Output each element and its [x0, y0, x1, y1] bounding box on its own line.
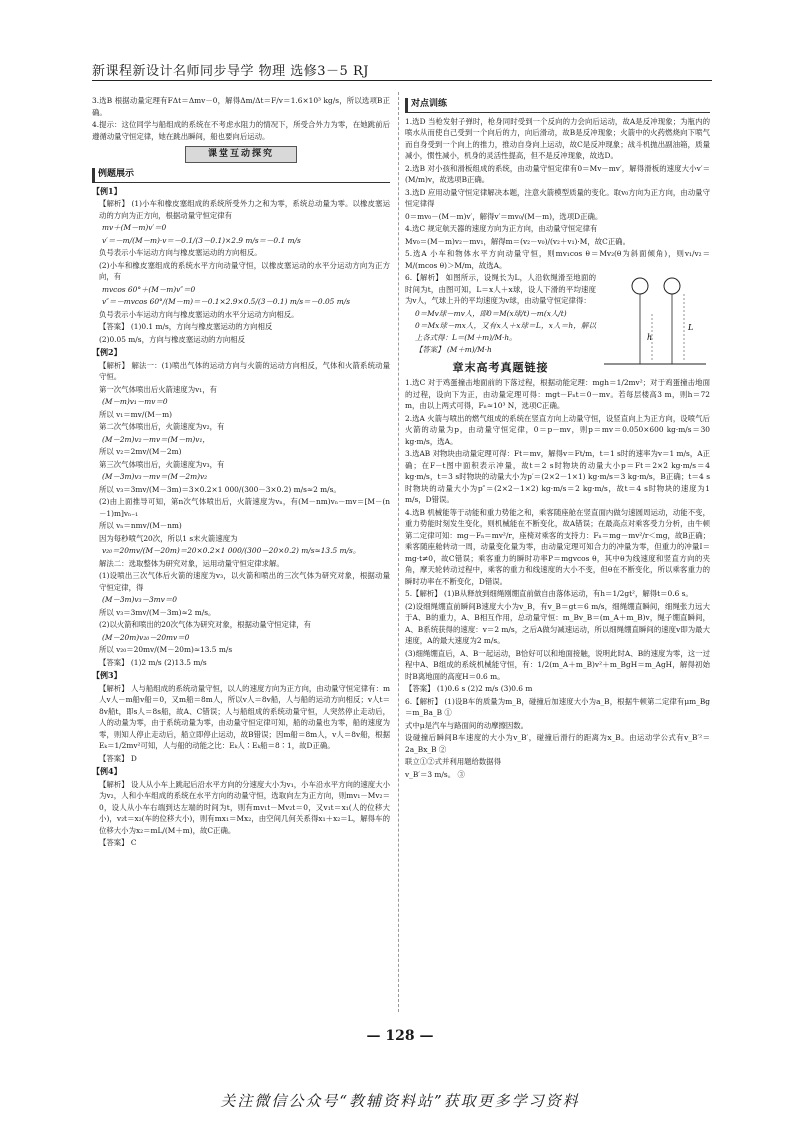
example-line: 所以 v₂＝2mv/(M－2m) [99, 447, 182, 456]
example-line: (2)0.05 m/s，方向与橡皮塞运动的方向相反 [99, 334, 246, 344]
example-tag: 【例4】 [92, 766, 122, 776]
exam-item: 2.选A 火箭与喷出的燃气组成的系统在竖直方向上动量守恒，设竖直向上为正方向，设喷气后火箭的动量为p，由动量守恒定律，0＝p－mv，则p＝mv＝0.050×600 kg·m/s＝30 kg·m/s，选A。 [405, 413, 710, 446]
example-line: 所以 v₂₀＝20mv/(M－20m)≈13.5 m/s [99, 645, 233, 654]
practice-item: 0＝Mv球－mv人，即0＝M(x球/t)－m(x人/t) [415, 308, 567, 318]
example-line: mv＋(M－m)v′＝0 [102, 223, 167, 232]
running-header: 新课程新设计名师同步导学 物理 选修3－5 RJ [92, 64, 369, 79]
practice-item: 5.选A 小车和物体水平方向动量守恒，则mv₁cos θ＝Mv₂(θ为斜面倾角)，则v₁/v₂＝M/(mcos θ)＞M/m，故选A。 [405, 249, 710, 270]
exam-item: 联立①②式并利用题给数据得 [405, 757, 502, 766]
exam-item: 4.选B 机械能等于动能和重力势能之和，乘客随座舱在竖直面内做匀速圆周运动，动能不变，重力势能时刻发生变化，则机械能在不断变化，故A错误；在最高点对乘客受力分析，由牛顿第二定律可知：mg－Fₙ＝mv²/r，座椅对乘客的支持力：Fₙ＝mg－mv²/r＜mg，故B正确；乘客随座舱转动一周，动量变化量为零，由动量定理可知合力的冲量为零，但重力的冲量I＝mg·t≠0，故C错误；乘客重力的瞬时功率P＝mgvcos θ，其中θ为线速度和竖直方向的夹角，摩天轮转动过程中，乘客的重力和线速度的大小不变，但θ在不断变化，所以乘客重力的瞬时功率在不断变化，D错误。 [405, 507, 710, 586]
example-line: (M－20m)v₂₀－20mv＝0 [102, 632, 190, 642]
exam-item: 式中μ是汽车与路面间的动摩擦因数。 [405, 720, 529, 730]
header-rule [92, 80, 712, 81]
example-line: 【解析】 解法一：(1)喷出气体的运动方向与火箭的运动方向相反，气体和火箭系统动量守恒。 [99, 360, 390, 381]
rope-balloon-figure [600, 274, 710, 370]
example-line: 【解析】 (1)小车和橡皮塞组成的系统所受外力之和为零，系统总动量为零。以橡皮塞运动的方向为正方向，根据动量守恒定律有 [99, 199, 390, 220]
example-line: v″＝－mvcos 60°/(M－m)＝－0.1×2.9×0.5/(3－0.1) m/s＝－0.05 m/s [102, 297, 351, 306]
label-L: L [688, 323, 694, 332]
right-column [405, 95, 710, 1015]
example-line: 负号表示小车运动方向与橡皮塞运动的水平分运动方向相反。 [99, 309, 299, 319]
example-line: 【答案】 (1)0.1 m/s，方向与橡皮塞运动的方向相反 [99, 322, 273, 331]
example-line: 所以 v₃＝3mv/(M－3m)＝3×0.2×1 000/(300－3×0.2) m/s≈2 m/s。 [99, 484, 341, 494]
practice-item: 4.选C 规定航天器的速度方向为正方向，由动量守恒定律有 [405, 224, 598, 233]
example-line: 【答案】 C [99, 838, 137, 847]
chapter-title: 章末高考真题链接 [452, 360, 549, 374]
left-top-items [92, 95, 390, 142]
example-line: v′＝－m/(M－m)·v＝－0.1/(3－0.1)×2.9 m/s＝－0.1 m/s [102, 235, 301, 245]
example-line: 【解析】 设人从小车上跳起后沿水平方向的分速度大小为v₁，小车沿水平方向的速度大小为v₂，人和小车组成的系统在水平方向的动量守恒，选取向左为正方向，则mv₁－Mv₂＝0，设人从小车右端到达左端的时间为t，则有mv₁t－Mv₂t＝0，又v₁t＝x₁(人的位移大小)，v₂t＝x₂(车的位移大小)，则有mx₁＝Mx₂，由空间几何关系得x₁＋x₂＝L，解得车的位移大小为x₂＝mL/(M＋m)，故C正确。 [99, 779, 390, 835]
example-line: (1)设喷出三次气体后火箭的速度为v₃，以火箭和喷出的三次气体为研究对象，根据动量守恒定律，得 [99, 571, 390, 592]
exam-item: 1.选C 对于鸡蛋撞击地面前的下落过程，根据动能定理：mgh＝1/2mv²；对于鸡蛋撞击地面的过程，设向下为正，由动量定理可得：mgt－Fₙt＝0－mv。若每层楼高3 m，则h＝72 m，由以上两式可得，Fₙ≈10³ N，选项C正确。 [405, 378, 710, 410]
answer-item: 4.提示：这位同学与船组成的系统在不考虑水阻力的情况下，所受合外力为零，在她跳前后遵循动量守恒定律，她在跳出瞬间，船也要向后运动。 [92, 120, 390, 141]
exam-item: (3)细绳绷直后，A、B一起运动，B恰好可以和地面接触，说明此时A、B的速度为零，这一过程中A、B组成的系统机械能守恒，有：1/2(m_A＋m_B)v²＋m_BgH＝m_AgH，解得初始时B离地面的高度H＝0.6 m。 [405, 648, 710, 681]
example-tag: 【例2】 [92, 347, 122, 357]
exam-item: (2)设细绳绷直前瞬间B速度大小为v_B，有v_B＝gt＝6 m/s，细绳绷直瞬间，细绳张力远大于A、B的重力，A、B相互作用，总动量守恒：m_Bv_B＝(m_A＋m_B)v，绳子绷直瞬间，A、B系统获得的速度：v＝2 m/s，之后A做匀减速运动，所以细绳绷直瞬间的速度v即为最大速度，A的最大速度为2 m/s。 [405, 601, 710, 645]
left-column [92, 95, 390, 1015]
example-line: (2)小车和橡皮塞组成的系统水平方向动量守恒，以橡皮塞运动的水平分运动方向为正方向，有 [99, 260, 390, 281]
example-line: 第三次气体喷出后，火箭速度为v₃，有 [99, 459, 225, 469]
label-h: h [647, 333, 653, 342]
footer-note: 关注微信公众号“教辅资料站”获取更多学习资料 [220, 1092, 580, 1110]
practice-item: 0＝Mx球－mx人，又有x人＋x球＝L，x人＝h，解以上各式得：L＝(M＋m)/M·h。 [415, 321, 596, 342]
practice-item: 【答案】 (M＋m)/M·h [415, 345, 492, 354]
example-line: 第二次气体喷出后，火箭速度为v₂，有 [99, 422, 225, 431]
answer-item: 3.选B 根据动量定理有FΔt＝Δmv－0，解得Δm/Δt＝F/v＝1.6×10³ kg/s，所以选项B正确。 [92, 96, 390, 117]
example-line: 【解析】 人与船组成的系统动量守恒，以人的速度方向为正方向，由动量守恒定律有：m人v人－m船v船＝0，又m船＝8m人，所以v人＝8v船，人与船的运动方向相反；v人t＝8v船t，即s人＝8s船，故A、C错误；人与船组成的系统动量守恒，人突然停止走动后，人的动量为零，由于系统动量为零，由动量守恒定律可知，船的动量也为零，船的速度为零，则知人停止走动后，船立即停止运动，故B错误；因m船＝8m人，v人＝8v船，根据Eₖ＝1/2mv²可知，人与船的动能之比：Eₖ人∶Eₖ船＝8∶1，故D正确。 [99, 683, 390, 750]
example-line: 第一次气体喷出后火箭速度为v₁，有 [99, 384, 217, 394]
example-line: v₂₀＝20mv/(M－20m)＝20×0.2×1 000/(300－20×0.2) m/s≈13.5 m/s。 [102, 546, 361, 555]
page-number: — 128 — [366, 1028, 434, 1044]
example-line: 所以 vₙ＝nmv/(M－nm) [99, 521, 182, 530]
example-line: mvcos 60°＋(M－m)v″＝0 [102, 284, 196, 294]
exam-item: 3.选AB 对物块由动量定理可得：Ft＝mv，解得v＝Ft/m，t＝1 s时的速率为v＝1 m/s，A正确；在F－t图中面积表示冲量，故t＝2 s时物块的动量大小p＝Ft＝2×2 kg·m/s＝4 kg·m/s，t＝3 s时物块的动量大小为p′＝(2×2－1×1) kg·m/s＝3 kg·m/s，B正确；t＝4 s时物块的动量大小为p″＝(2×2－1×2) kg·m/s＝2 kg·m/s，故t＝4 s时物块的速度为1 m/s，D错误。 [405, 449, 710, 504]
example-line: 【答案】 (1)2 m/s (2)13.5 m/s [99, 657, 207, 667]
example-line: (M－3m)v₃－3mv＝0 [102, 595, 177, 604]
exam-items [405, 377, 710, 780]
balloon-right [664, 278, 680, 294]
practice-item: 6.【解析】 如图所示，设绳长为L，人沿软绳滑至地面的时间为t，由图可知，L＝x人＋x球，设人下滑的平均速度为v人，气球上升的平均速度为v球，由动量守恒定律得： [405, 273, 596, 305]
exam-item: 5.【解析】 (1)B从释放到细绳刚绷直前做自由落体运动，有h＝1/2gt²，解得t＝0.6 s。 [405, 589, 693, 598]
example-line: 因为每秒喷气20次，所以1 s末火箭速度为 [99, 533, 238, 543]
balloon-left [632, 278, 648, 294]
example-line: (2)以火箭和喷出的20次气体为研究对象，根据动量守恒定律，有 [99, 620, 312, 629]
band-title: 课堂互动探究 [185, 146, 297, 163]
section-title-examples: 例题展示 [92, 168, 390, 183]
exam-item: 6.【解析】 (1)设B车的质量为m_B，碰撞后加速度大小为a_B，根据牛顿第二定律有μm_Bg＝m_Ba_B ① [405, 696, 710, 717]
column-divider [398, 92, 399, 1012]
example-tag: 【例3】 [92, 670, 122, 680]
example-line: 所以 v₁＝mv/(M－m) [99, 409, 173, 419]
practice-item: 3.选D 应用动量守恒定律解决本题，注意火箭模型质量的变化。取v₀方向为正方向，由动量守恒定律得 [405, 187, 710, 208]
example-line: (M－3m)v₃－mv＝(M－2m)v₂ [102, 472, 208, 481]
example-line: 负号表示小车运动方向与橡皮塞运动的方向相反。 [99, 248, 262, 257]
exam-item: 【答案】 (1)0.6 s (2)2 m/s (3)0.6 m [405, 684, 533, 693]
section-title-practice: 对点训练 [405, 98, 710, 113]
practice-items-a [405, 116, 710, 272]
practice-item: Mv₀＝(M－m)v₂－mv₁，解得m＝(v₂－v₀)/(v₂＋v₁)·M，故C正确。 [405, 236, 630, 246]
example-tag: 【例1】 [92, 185, 122, 196]
example-line: (2)由上面推导可知，第n次气体喷出后，火箭速度为vₙ，有(M－nm)vₙ－mv＝[M－(n－1)m]vₙ₋₁ [99, 497, 390, 518]
example-line: (M－2m)v₂－mv＝(M－m)v₁， [102, 434, 210, 444]
example-line: 所以 v₃＝3mv/(M－3m)≈2 m/s。 [99, 607, 216, 617]
example-line: 解法二：选取整体为研究对象，运用动量守恒定律求解。 [99, 558, 284, 568]
practice-item: 1.选D 当枪发射子弹时，枪身同时受到一个反向的力会向后运动，故A是反冲现象；为瓶内的喷水从而使自己受到一个向后的力，向后滑动，故B是反冲现象；火箭中的火药燃烧向下喷气而自身受到一个向上的推力，推动自身向上运动，故C是反冲现象；战斗机抛出副油箱，质量减小，惯性减小，机身的灵活性提高，但不是反冲现象，故选D。 [405, 116, 710, 160]
practice-item: 0＝mv₀－(M－m)v′，解得v′＝mv₀/(M－m)，选项D正确。 [405, 211, 603, 221]
example-line: (M－m)v₁－mv＝0 [102, 397, 168, 406]
exam-item: v_B′＝3 m/s。 ③ [405, 769, 465, 779]
examples-list [92, 186, 390, 849]
example-line: 【答案】 D [99, 753, 137, 763]
exam-item: 设碰撞后瞬间B车速度的大小为v_B′，碰撞后滑行的距离为x_B。由运动学公式有v_B′²＝2a_Bx_B ② [405, 733, 710, 754]
practice-item: 2.选B 对小孩和滑板组成的系统，由动量守恒定律有0＝Mv－mv′，解得滑板的速度大小v′＝(M/m)v，故选项B正确。 [405, 163, 710, 184]
